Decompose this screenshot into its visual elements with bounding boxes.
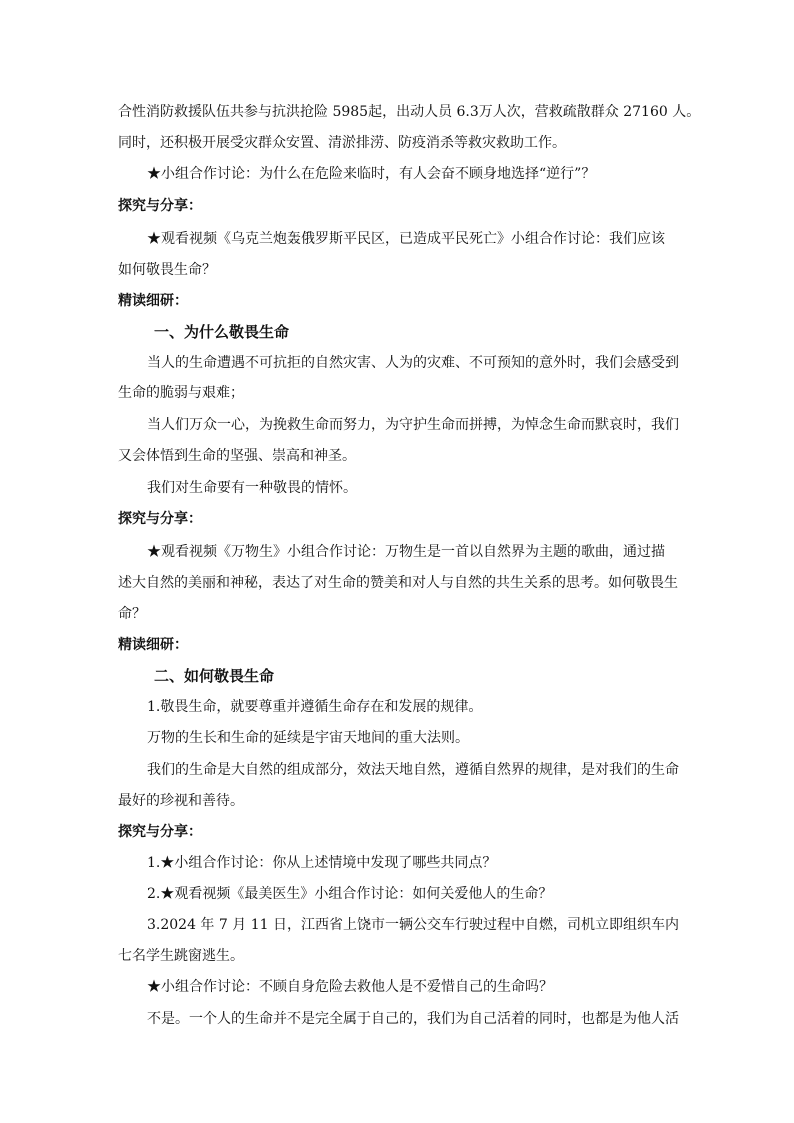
text-line: 如何敬畏生命？ (118, 262, 216, 278)
text-line: 七名学生跳窗逃生。 (118, 948, 244, 964)
text-line: ★观看视频《乌克兰炮轰俄罗斯平民区，已造成平民死亡》小组合作讨论：我们应该 (147, 231, 665, 247)
text-line: 3.2024 年 7 月 11 日，江西省上饶市一辆公交车行驶过程中自燃，司机立即组织车内 (147, 917, 679, 933)
text-line: 我们对生命要有一种敬畏的情怀。 (147, 480, 357, 496)
section-heading: 探究与分享： (118, 511, 202, 527)
text-line: 合性消防救援队伍共参与抗洪抢险 5985起，出动人员 6.3万人次，营救疏散群众 27160 人。 (118, 104, 701, 120)
text-line: 2.★观看视频《最美医生》小组合作讨论：如何关爱他人的生命？ (147, 886, 553, 902)
text-line: 1.敬畏生命，就要尊重并遵循生命存在和发展的规律。 (147, 699, 483, 715)
text-line: 最好的珍视和善待。 (118, 793, 244, 809)
text-line: 不是。一个人的生命并不是完全属于自己的，我们为自己活着的同时，也都是为他人活 (147, 1011, 679, 1027)
subsection-title: 一、为什么敬畏生命 (154, 323, 290, 341)
text-line: ★小组合作讨论：为什么在危险来临时，有人会奋不顾身地选择“逆行”？ (147, 166, 596, 182)
text-line: 当人们万众一心，为挽救生命而努力，为守护生命而拼搏，为悼念生命而默哀时，我们 (147, 417, 679, 433)
section-heading: 精读细研： (118, 637, 188, 653)
text-line: 1.★小组合作讨论：你从上述情境中发现了哪些共同点？ (147, 855, 497, 871)
text-line: 命？ (118, 606, 146, 622)
section-heading: 探究与分享： (118, 824, 202, 840)
subsection-title: 二、如何敬畏生命 (154, 667, 275, 685)
text-line: ★观看视频《万物生》小组合作讨论：万物生是一首以自然界为主题的歌曲，通过描 (147, 544, 665, 560)
text-line: 述大自然的美丽和神秘，表达了对生命的赞美和对人与自然的共生关系的思考。如何敬畏生 (118, 575, 678, 591)
text-line: 我们的生命是大自然的组成部分，效法天地自然，遵循自然界的规律，是对我们的生命 (147, 762, 679, 778)
text-line: 万物的生长和生命的延续是宇宙天地间的重大法则。 (147, 730, 469, 746)
text-line: 又会体悟到生命的坚强、崇高和神圣。 (118, 448, 356, 464)
text-line: 同时，还积极开展受灾群众安置、清淤排涝、防疫消杀等救灾救助工作。 (118, 135, 566, 151)
section-heading: 探究与分享： (118, 198, 202, 214)
text-line: 当人的生命遭遇不可抗拒的自然灾害、人为的灾难、不可预知的意外时，我们会感受到 (147, 355, 679, 371)
text-line: 生命的脆弱与艰难； (118, 385, 244, 401)
section-heading: 精读细研： (118, 293, 188, 309)
text-line: ★小组合作讨论：不顾自身危险去救他人是不爱惜自己的生命吗？ (147, 979, 553, 995)
